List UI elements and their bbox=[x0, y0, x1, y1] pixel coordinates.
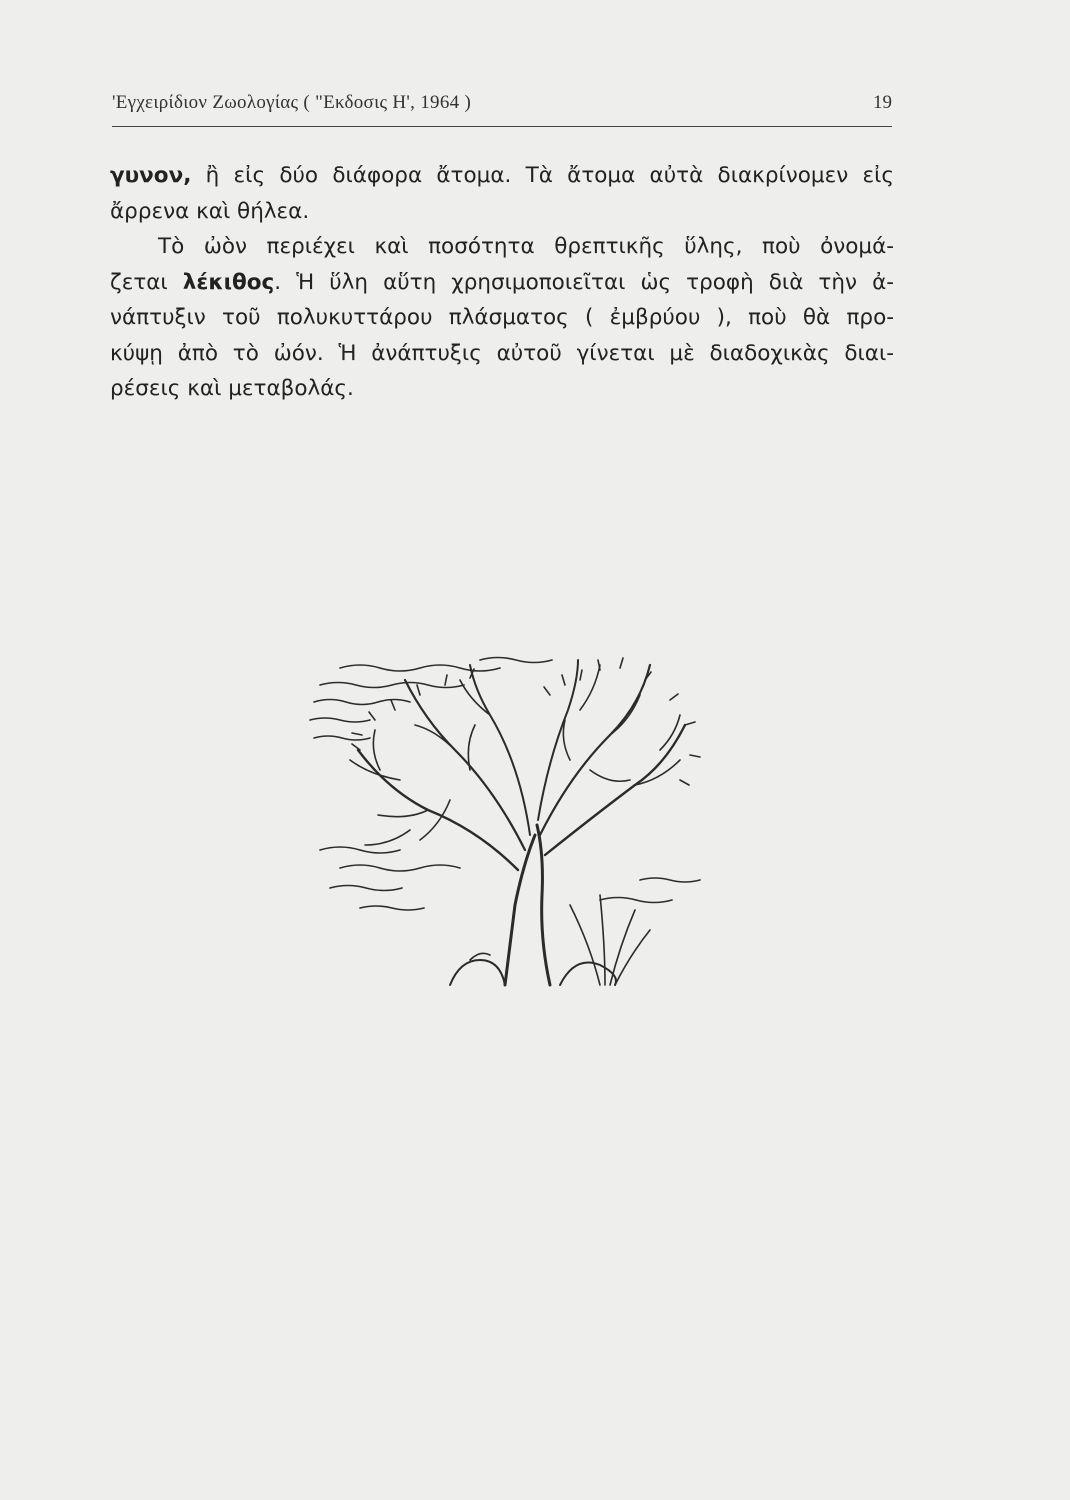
paragraph-2-line-1: Τὸ ὠὸν περιέχει καὶ ποσότητα θρεπτικῆς ὕλης, ποὺ ὀνομά- bbox=[158, 234, 894, 259]
paragraph-1-line-1-text: ἢ εἰς δύο διάφορα ἄτομα. Τὰ ἄτομα αὐτὰ διακρίνομεν εἰς bbox=[191, 163, 894, 188]
coral-figure bbox=[300, 640, 740, 990]
body-text bbox=[110, 158, 894, 407]
running-header bbox=[112, 92, 892, 122]
paragraph-2-line-4: κύψῃ ἀπὸ τὸ ὠόν. Ἡ ἀνάπτυξις αὐτοῦ γίνεται μὲ διαδοχικὰς διαι- bbox=[110, 340, 894, 366]
paragraph-2-line-3: νάπτυξιν τοῦ πολυκυττάρου πλάσματος ( ἐμβρύου ), ποὺ θὰ προ- bbox=[110, 305, 894, 330]
paragraph-2-line-2 bbox=[110, 265, 894, 301]
branching-coral-icon bbox=[300, 640, 740, 990]
paragraph-1-line-2: ἄρρενα καὶ θήλεα. bbox=[110, 198, 310, 224]
running-title: 'Εγχειρίδιον Ζωολογίας ( "Εκδοσις Η', 1964 ) bbox=[112, 92, 472, 113]
bold-term-lekithos: λέκιθος bbox=[182, 269, 275, 295]
paragraph-2-line-2-rest: . Ἡ ὕλη αὕτη χρησιμοποιεῖται ὡς τροφὴ διὰ τὴν ἀ- bbox=[274, 269, 894, 295]
page-number: 19 bbox=[873, 92, 892, 113]
bold-term-gynon: γυνον, bbox=[110, 163, 192, 188]
paragraph-1-line-1 bbox=[110, 158, 894, 194]
header-rule bbox=[112, 126, 892, 127]
paragraph-2-line-5: ρέσεις καὶ μεταβολάς. bbox=[110, 376, 354, 401]
paragraph-2-line-2-start: ζεται bbox=[110, 269, 183, 295]
